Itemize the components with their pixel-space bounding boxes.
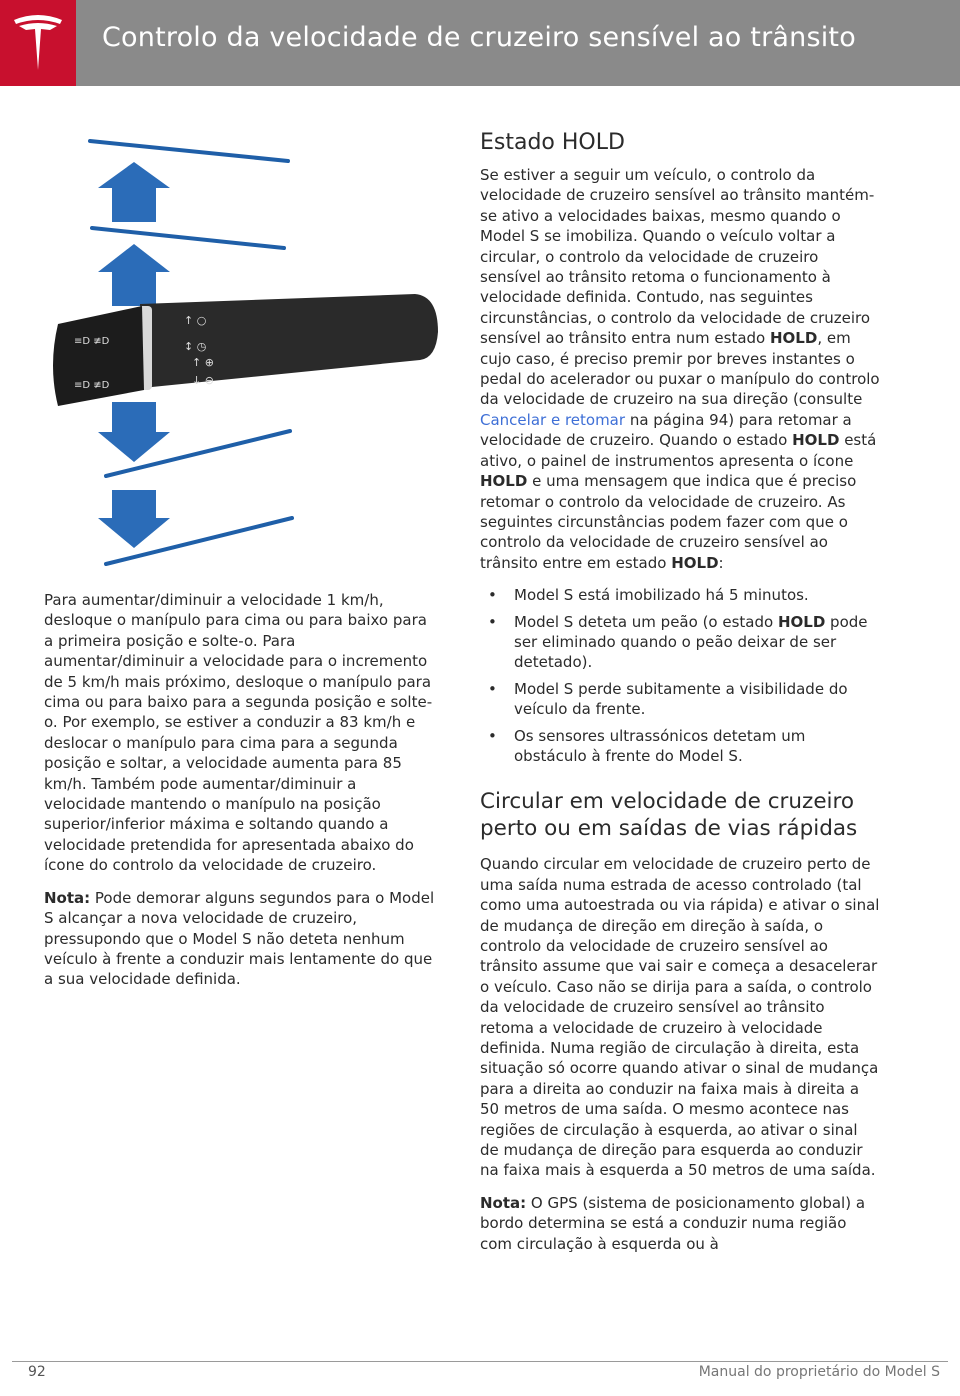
right-column [480,130,880,1266]
list-item: • Os sensores ultrassónicos detetam um obstáculo à frente do Model S. [480,726,880,767]
hold-text: e uma mensagem que indica que é preciso retomar o controlo da velocidade de cruzeiro. As seguintes circunstâncias podem fazer com que o controlo da velocidade de cruzeiro sensível ao trânsito entre em estado [480,472,857,572]
note-label: Nota: [480,1193,527,1212]
hold-paragraph [480,165,880,573]
exit-section-title: Circular em velocidade de cruzeiro perto ou em saídas de vias rápidas [480,789,858,842]
hold-keyword: HOLD [777,612,826,631]
down-arrow-icon [98,402,170,462]
svg-text:↓ ⊖: ↓ ⊖ [192,374,214,387]
hold-text: na página 94) para retomar a velocidade de cruzeiro. Quando o estado [480,410,852,450]
list-item-text: Model S deteta um peão (o estado [514,612,778,631]
cruise-stalk-illustration [40,126,440,576]
hold-keyword: HOLD [770,329,818,348]
gps-note-paragraph [480,1193,880,1254]
list-item: • Model S perde subitamente a visibilidade do veículo da frente. [480,679,880,720]
page-number: 92 [28,1364,46,1380]
list-item [480,612,880,673]
svg-text:≡D ≢D: ≡D ≢D [74,336,110,347]
hold-text: está ativo, o painel de instrumentos apresenta o ícone [480,431,877,470]
cancel-resume-link[interactable]: Cancelar e retomar [480,410,626,429]
page-header [0,0,960,86]
hold-text: : [718,553,724,572]
note-paragraph [44,888,440,990]
svg-text:↑ ⊕: ↑ ⊕ [192,356,214,369]
note-label: Nota: [44,888,91,907]
hold-section-title: Estado HOLD [480,130,625,155]
list-item-text: pode ser eliminado quando o peão deixar de ser detetado). [514,612,868,672]
tesla-logo-icon [10,12,66,72]
brand-logo [0,0,76,86]
left-column [44,590,440,1002]
up-arrow-icon [98,162,170,222]
hold-keyword: HOLD [480,472,528,491]
exit-paragraph: Quando circular em velocidade de cruzeiro perto de uma saída numa estrada de acesso controlado (tal como uma autoestrada ou via rápida) e ativar o sinal de mudança de direção em direção à saída, o controlo da velocidade de cruzeiro sensível ao trânsito assume que vai sair e começa a desacelerar o veículo. Caso não se dirija para a saída, o controlo da velocidade de cruzeiro sensível ao trânsito retoma a velocidade de cruzeiro à velocidade definida. Numa região de circulação à direita, esta situação só ocorre quando ativar o sinal de mudança para a direita ao conduzir na faixa mais à direita a 50 metros de uma saída. O mesmo acontece nas regiões de circulação à esquerda, ao ativar o sinal de mudança de direção para esquerda ao conduzir na faixa mais à esquerda a 50 metros de uma saída. [480,855,880,1180]
list-item: • Model S está imobilizado há 5 minutos. [480,585,880,605]
manual-title: Manual do proprietário do Model S [698,1364,940,1380]
hold-text: , em cujo caso, é preciso premir por breves instantes o pedal do acelerador ou puxar o manípulo do controlo da velocidade de cruzeiro na sua direção (consulte [480,329,880,409]
speed-adjust-paragraph: Para aumentar/diminuir a velocidade 1 km/h, desloque o manípulo para cima ou para baixo para a primeira posição e solte-o. Para aumentar/diminuir a velocidade para o incremento de 5 km/h mais próximo, desloque o manípulo para cima ou para baixo para a segunda posição e solte-o. Por exemplo, se estiver a conduzir a 83 km/h e deslocar o manípulo para cima para a segunda posição e soltar, a velocidade aumenta para 85 km/h. Também pode aumentar/diminuir a velocidade mantendo o manípulo na posição superior/inferior máxima e soltando quando a velocidade pretendida for apresentada abaixo do ícone do controlo da velocidade de cruzeiro. [44,591,433,875]
note-text: Pode demorar alguns segundos para o Model S alcançar a nova velocidade de cruzeiro, pressupondo que o Model S não deteta nenhum veículo à frente a conduzir mais lentamente do que a sua velocidade definida. [44,888,435,989]
svg-text:≡D ≢D: ≡D ≢D [74,380,110,391]
note-text: O GPS (sistema de posicionamento global) a bordo determina se está a conduzir numa região com circulação à esquerda ou à [480,1193,866,1253]
hold-keyword: HOLD [671,553,719,572]
page-title: Controlo da velocidade de cruzeiro sensível ao trânsito [102,22,856,53]
down-arrow-icon [98,490,170,548]
hold-conditions-list [480,585,880,766]
up-arrow-icon [98,244,170,306]
hold-keyword: HOLD [792,431,840,450]
hold-text: Se estiver a seguir um veículo, o controlo da velocidade de cruzeiro sensível ao trânsito mantém-se ativo a velocidades baixas, mesmo quando o Model S se imobiliza. Quando o veículo voltar a circular, o controlo da velocidade de cruzeiro sensível ao trânsito retoma o funcionamento à velocidade definida. Contudo, nas seguintes circunstâncias, o controlo da velocidade de cruzeiro sensível ao trânsito entra num estado [480,166,875,348]
svg-text:↑ ○: ↑ ○ [184,314,207,327]
footer-divider [12,1361,948,1362]
svg-text:↕ ◷: ↕ ◷ [184,340,207,353]
